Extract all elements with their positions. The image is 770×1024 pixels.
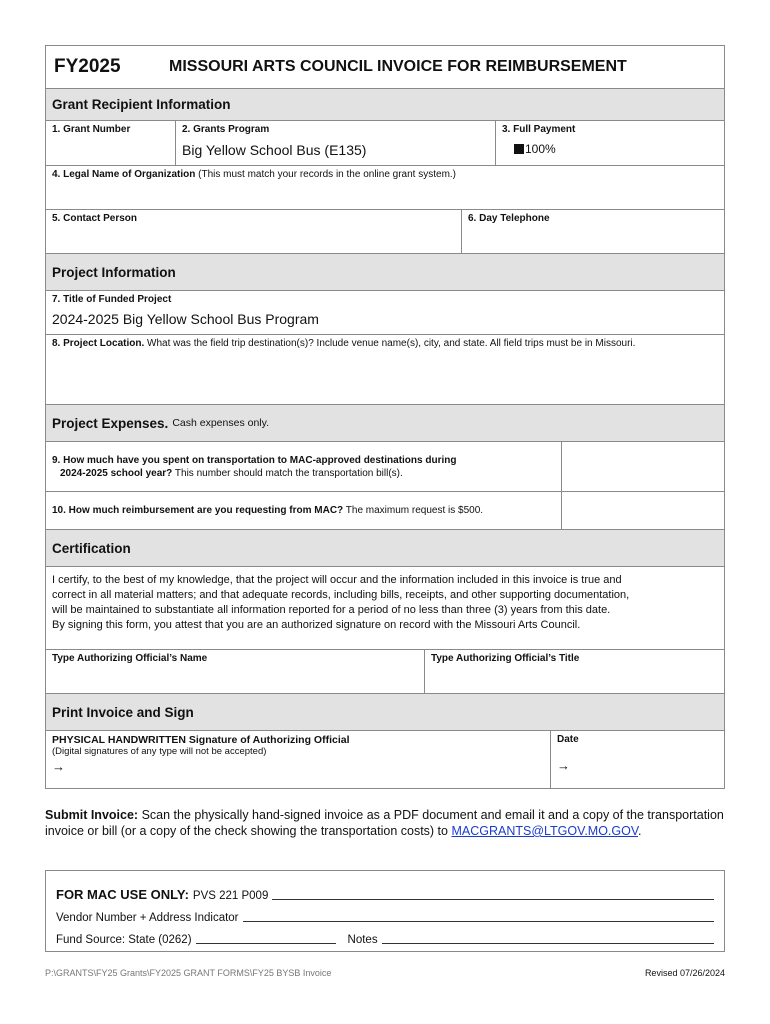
mac-vendor-label: Vendor Number + Address Indicator (56, 912, 239, 924)
expense-q9-input[interactable] (561, 442, 724, 491)
section-print-and-sign (46, 694, 724, 731)
mac-notes-label: Notes (347, 934, 378, 946)
vendor-blank-line[interactable] (243, 920, 714, 922)
mac-fund-source-label: Fund Source: State (0262) (56, 934, 192, 946)
legal-name-field[interactable] (46, 166, 724, 209)
q9-question-line2: 2024-2025 school year? (60, 467, 173, 479)
project-title-row (46, 291, 724, 335)
section-title: Grant Recipient Information (52, 97, 231, 112)
file-path: P:\GRANTS\FY25 Grants\FY2025 GRANT FORMS\FY25 BYSB Invoice (45, 968, 332, 978)
certification-line-3: will be maintained to substantiate all information reported for a period of no less than three (3) years from this date. (52, 604, 611, 616)
full-payment-checkbox[interactable] (514, 144, 524, 154)
grants-program-field[interactable] (175, 121, 495, 165)
project-location-row (46, 335, 724, 405)
mac-use-heading: FOR MAC USE ONLY: (56, 887, 189, 902)
grants-program-value: Big Yellow School Bus (E135) (182, 142, 367, 158)
legal-name-label: 4. Legal Name of Organization (52, 169, 196, 180)
certification-text (46, 567, 635, 649)
legal-name-row (46, 166, 724, 210)
submit-text: Scan the physically hand-signed invoice as a PDF document and email it and a copy of the transportation invoice or bill (or a copy of the check showing the transportation costs) to (45, 808, 724, 838)
certification-text-row (46, 567, 724, 650)
certification-line-1: I certify, to the best of my knowledge, that the project will occur and the information included in this invoice is true and (52, 574, 622, 586)
grants-program-label: 2. Grants Program (182, 124, 270, 135)
signature-label: PHYSICAL HANDWRITTEN Signature of Authorizing Official (52, 734, 350, 746)
arrow-right-icon: → (52, 759, 65, 774)
arrow-right-icon: → (557, 758, 570, 773)
signature-field[interactable] (46, 731, 550, 788)
certification-line-2: correct in all material matters; and that adequate records, including bills, receipts, and other supporting documentation, (52, 589, 630, 601)
section-title: Project Expenses. (52, 415, 169, 431)
project-location-note: What was the field trip destination(s)? Include venue name(s), city, and state. All field trips must be in Missouri. (147, 338, 636, 349)
section-title: Certification (52, 540, 131, 556)
section-note: Cash expenses only. (172, 417, 270, 429)
fund-source-blank-line[interactable] (196, 942, 336, 944)
section-grant-recipient (46, 89, 724, 121)
project-location-label: 8. Project Location. (52, 338, 145, 349)
mac-fund-line (56, 924, 714, 946)
expense-q10-row (46, 492, 724, 530)
q9-question-line1: 9. How much have you spent on transportation to MAC-approved destinations during (52, 454, 457, 466)
project-title-value: 2024-2025 Big Yellow School Bus Program (52, 311, 319, 327)
expense-q9-label (46, 442, 561, 491)
full-payment-field[interactable] (495, 121, 724, 165)
submit-email-link[interactable]: MACGRANTS@LTGOV.MO.GOV (451, 824, 639, 838)
fiscal-year: FY2025 (54, 56, 121, 77)
official-row (46, 650, 724, 694)
official-name-label: Type Authorizing Official’s Name (52, 653, 208, 664)
contact-person-label: 5. Contact Person (52, 213, 138, 224)
grant-number-field[interactable] (46, 121, 175, 165)
mac-use-only-box (45, 870, 725, 952)
signature-note: (Digital signatures of any type will not be accepted) (52, 746, 267, 757)
expense-q9-row (46, 442, 724, 492)
date-field[interactable] (550, 731, 724, 788)
notes-blank-line[interactable] (382, 942, 714, 944)
expense-q10-label (46, 492, 561, 529)
section-title: Project Information (52, 264, 176, 280)
pvs-blank-line[interactable] (272, 898, 714, 900)
day-telephone-label: 6. Day Telephone (468, 213, 550, 224)
section-project-expenses (46, 405, 724, 442)
mac-pvs: PVS 221 P009 (192, 890, 269, 902)
expense-q10-input[interactable] (561, 492, 724, 529)
signature-row (46, 731, 724, 788)
contact-row (46, 210, 724, 254)
q10-note: The maximum request is $500. (345, 505, 484, 516)
mac-pvs-line (56, 880, 714, 902)
revision-date: Revised 07/26/2024 (644, 968, 725, 978)
legal-name-note: (This must match your records in the online grant system.) (198, 169, 457, 180)
page-footer (45, 968, 725, 978)
official-title-field[interactable] (424, 650, 724, 693)
submit-heading: Submit Invoice: (45, 808, 139, 822)
full-payment-option[interactable] (514, 142, 718, 156)
project-title-field[interactable] (46, 291, 724, 334)
official-name-field[interactable] (46, 650, 424, 693)
grant-number-label: 1. Grant Number (52, 124, 131, 135)
full-payment-value: 100% (525, 142, 556, 156)
submit-instructions (45, 807, 725, 839)
mac-vendor-line (56, 902, 714, 924)
submit-end: . (638, 824, 642, 838)
section-title: Print Invoice and Sign (52, 704, 194, 720)
certification-line-4: By signing this form, you attest that you are an authorized signature on record with the Missouri Arts Council. (52, 619, 581, 631)
q10-question: 10. How much reimbursement are you requesting from MAC? (52, 505, 344, 516)
official-title-label: Type Authorizing Official’s Title (431, 653, 580, 664)
section-certification (46, 530, 724, 567)
full-payment-label: 3. Full Payment (502, 124, 576, 135)
form-title-row (46, 46, 724, 89)
date-label: Date (557, 734, 579, 745)
page-title: MISSOURI ARTS COUNCIL INVOICE FOR REIMBURSEMENT (169, 58, 627, 75)
q9-note: This number should match the transportation bill(s). (174, 467, 403, 479)
day-telephone-field[interactable] (461, 210, 724, 253)
section-project-information (46, 254, 724, 291)
grant-row (46, 121, 724, 166)
project-title-label: 7. Title of Funded Project (52, 294, 172, 305)
contact-person-field[interactable] (46, 210, 461, 253)
project-location-field[interactable] (46, 335, 724, 404)
invoice-form (45, 45, 725, 789)
